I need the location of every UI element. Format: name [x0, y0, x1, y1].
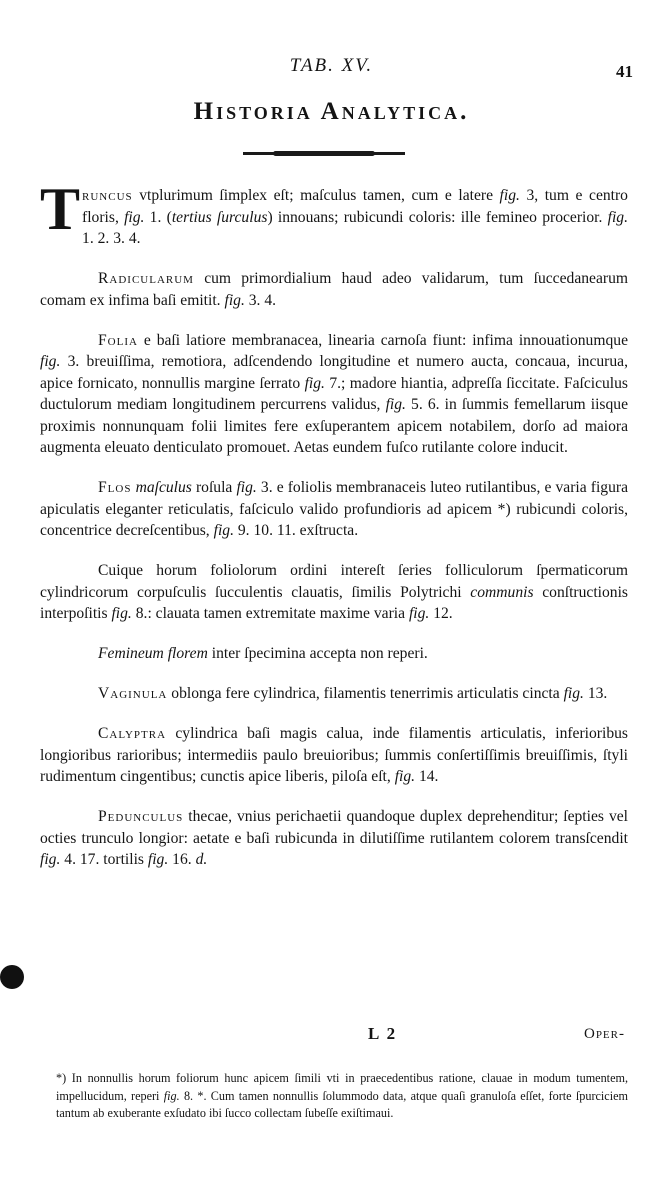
text-run: thecae, vnius perichaetii quandoque duplex deprehenditur; ſepties vel octies trunculo longior: aetate e baſi rubicunda in dilutiſſime rutilantem colorem transſcendit: [40, 808, 628, 847]
fig-ref: fig.: [147, 851, 169, 868]
text-run: Cuique horum foliolorum ordini intereſt ſeries folliculorum ſpermaticorum cylindricorum corpuſculis ſucculentis clauatis, ſimilis Polytrichi: [40, 562, 628, 601]
fig-ref: fig.: [563, 685, 584, 702]
text-run: 12.: [429, 605, 453, 622]
paragraph-femineum: [40, 643, 628, 665]
title-ornament-rule: [243, 152, 405, 155]
fig-ref: fig.: [385, 396, 406, 413]
text-run: 13.: [583, 685, 608, 702]
signature-mark: L 2: [368, 1024, 398, 1043]
paragraph-calyptra: [40, 723, 628, 788]
text-run: ) innouans; rubicundi coloris: ille femineo procerior.: [267, 208, 608, 226]
text-run: cum primordialium haud adeo validarum, tum ſuccedanearum comam ex infima baſi emitit.: [40, 270, 628, 309]
paragraph-cuique: [40, 560, 628, 625]
ink-blot: [0, 965, 24, 989]
paragraph-flos: [40, 477, 628, 542]
fig-ref: fig.: [40, 851, 61, 868]
footnote: [56, 1070, 628, 1123]
text-run: roſula: [191, 479, 237, 496]
text-run: 8.: clauata tamen extremitate maxime varia: [131, 605, 409, 622]
paragraph-radicularum: [40, 268, 628, 311]
fig-ref: fig.: [304, 374, 325, 392]
text-run: 14.: [415, 768, 439, 785]
paragraph-lead: runcus: [82, 187, 133, 204]
fig-ref: fig.: [224, 291, 245, 309]
fig-ref: fig.: [236, 479, 257, 496]
fig-ref: fig.: [111, 605, 132, 622]
paragraph-vaginula: [40, 683, 628, 705]
italic-run: tertius ſurculus: [171, 208, 268, 226]
text-run: cylindrica baſi magis calua, inde filamentis articulatis, inferioribus longioribus rarioribus; intermediis paulo breuioribus; ſummis conſertiſſimis breuiſſimis, ſtyli rudimentum cingentibus; cunctis apice liberis, piloſa eſt,: [40, 725, 628, 785]
paragraph-lead: Folia: [98, 331, 138, 349]
italic-run: maſculus: [131, 479, 192, 496]
text-run: oblonga fere cylindrica, filamentis tenerrimis articulatis cincta: [167, 685, 564, 702]
text-run: conſtructionis interpoſitis: [40, 583, 628, 622]
fig-ref: fig.: [163, 1088, 180, 1103]
paragraph-lead: Pedunculus: [98, 808, 184, 825]
paragraph-lead: Calyptra: [98, 725, 167, 742]
page-number: 41: [616, 62, 633, 81]
text-run: 3. breuiſſima, remotiora, adſcendendo longitudine et numero aucta, concaua, incurua, apice fornicato, nonnullis margine ſerrato: [40, 353, 628, 392]
section-title: Historia Analytica.: [193, 98, 470, 125]
fig-ref: fig.: [394, 768, 416, 785]
text-run: *) In nonnullis horum foliorum hunc apicem ſimili vti in praecedentibus ratione, clauae in modum tumentem, impellucidum, reperi: [56, 1071, 628, 1103]
italic-run: d.: [195, 851, 208, 868]
paragraph-truncus: [40, 176, 628, 250]
text-run: 1. (: [144, 208, 172, 226]
body-text: [40, 176, 628, 889]
paragraph-pedunculus: [40, 806, 628, 871]
text-run: inter ſpecimina accepta non reperi.: [207, 645, 428, 662]
paragraph-lead: Radicularum: [98, 270, 194, 287]
fig-ref: fig.: [124, 208, 145, 226]
catchword: Oper-: [583, 1026, 625, 1042]
drop-cap: T: [40, 176, 81, 242]
fig-ref: fig.: [408, 605, 430, 622]
plate-label: TAB. XV.: [289, 55, 374, 76]
fig-ref: fig.: [40, 353, 61, 370]
text-run: 3. e foliolis membranaceis luteo rutilantibus, e varia figura apiculatis eleganter reticulatis, faſciculo valido profundioris ad apicem *) rubicundi coloris, concentrice decreſcentibus,: [40, 479, 628, 539]
fig-ref: fig.: [607, 208, 628, 226]
text-run: 4. 17. tortilis: [60, 851, 148, 868]
italic-run: Femineum florem: [98, 645, 208, 662]
italic-run: communis: [470, 583, 534, 601]
text-run: 8. *. Cum tamen nonnullis ſolummodo data, atque quaſi granuloſa eſſet, forte ſpurciciem tantum ab exuberante exſudato ibi ſucco collectam ſubeſſe exiſtimaui.: [56, 1088, 628, 1120]
paragraph-lead: Vaginula: [98, 685, 168, 702]
fig-ref: fig.: [213, 522, 234, 539]
text-run: 7.; madore hiantia, adpreſſa ſiccitate. Faſciculus ductulorum mediam longitudinem percurrens validus,: [40, 374, 628, 413]
paragraph-folia: [40, 330, 628, 459]
text-run: 9. 10. 11. exſtructa.: [233, 522, 359, 539]
text-run: vtplurimum ſimplex eſt; maſculus tamen, cum e latere: [132, 187, 500, 204]
paragraph-lead: Flos: [98, 479, 132, 496]
text-run: 1. 2. 3. 4.: [82, 230, 141, 247]
text-run: 5. 6. in ſummis femellarum iisque proximis nonnunquam folii limites fere exſuperantem apicem notabilem, dorſo ad maiora augmenta eleuato denticulato promouet. Aetas eundem fuſco rutilante colore inducit.: [40, 396, 628, 456]
text-run: 16.: [168, 851, 196, 868]
fig-ref: fig.: [499, 187, 520, 204]
text-run: e baſi latiore membranacea, linearia carnoſa fiunt: infima innouationumque: [137, 331, 628, 349]
text-run: 3, tum e centro floris,: [82, 187, 628, 226]
text-run: 3. 4.: [244, 291, 277, 309]
